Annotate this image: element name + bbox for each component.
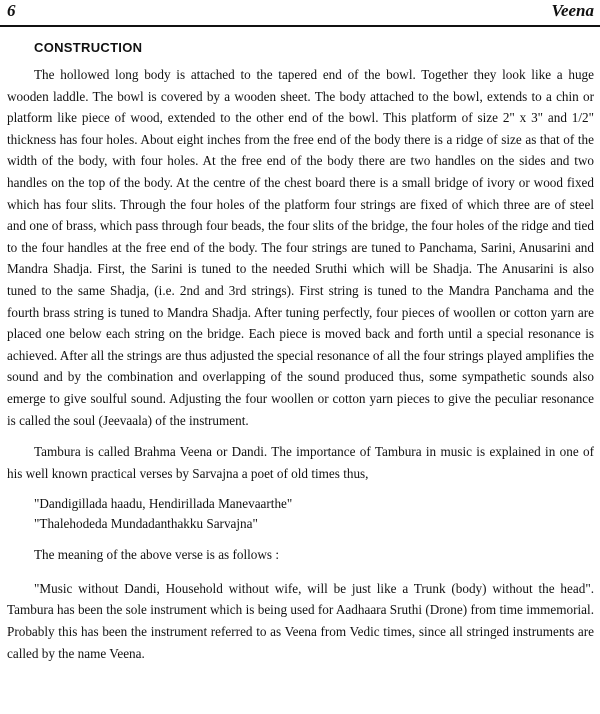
page-header (0, 0, 600, 27)
verse-line-2: "Thalehodeda Mundadanthakku Sarvajna" (34, 516, 258, 532)
page-number: 6 (7, 1, 16, 20)
verse-block (34, 494, 594, 534)
meaning-quote-paragraph: "Music without Dandi, Household without wife, will be just like a Trunk (body) without the head". Tambura has been the sole instrument which is being used for Aadhaara Sruthi (Drone) from time immemorial. Probably this has been the instrument referred to as Veena from Vedic times, since all stringed instruments are called by the name Veena. (7, 580, 594, 661)
tambura-paragraph: Tambura is called Brahma Veena or Dandi. The importance of Tambura in music is explained in one of his well known practical verses by Sarvajna a poet of old times thus, (7, 444, 594, 481)
meaning-intro-paragraph: The meaning of the above verse is as follows : (34, 547, 279, 563)
section-heading: CONSTRUCTION (34, 40, 143, 55)
verse-line-1: "Dandigillada haadu, Hendirillada Manevaarthe" (34, 496, 293, 512)
page-content (7, 40, 594, 664)
construction-paragraph: The hollowed long body is attached to the tapered end of the bowl. Together they look like a huge wooden laddle. The bowl is covered by a wooden sheet. The body attached to the bowl, extends to a chin or platform like piece of wood, extended to the other end of the bowl. This platform of size 2" x 3" and 1/2" thickness has four holes. About eight inches from the free end of the body there is a ridge of size as that of the width of the body, with four holes. At the free end of the body there are two handles on the sides and two handles on the top of the body. At the centre of the chest board there is a small bridge of ivory or wood fixed which has four slits. Through the four holes of the platform four strings are fixed of which three are of steel and one of brass, which pass through four beads, the four slits of the bridge, the four holes of the ridge and tied to the four handles at the free end of the body. The four strings are tuned to Panchama, Sarini, Anusarini and Mandra Shadja. First, the Sarini is tuned to the needed Sruthi which will be Shadja. The Anusarini is also tuned to the same Shadja, (i.e. 2nd and 3rd strings). First string is tuned to the Mandra Panchama and the fourth brass string is tuned to Mandra Shadja. After tuning perfectly, four pieces of woollen or cotton yarn are placed one below each string on the bridge. Each piece is moved back and forth until a special resonance is achieved. After all the strings are thus adjusted the special resonance of all the four strings played amplifies the sound and by the combination and overlapping of the sound produced thus, some sympathetic sounds also emerge to give soulful sound. Adjusting the four woollen or cotton yarn pieces to give the peculiar resonance is called the soul (Jeevaala) of the instrument. (7, 67, 594, 428)
running-title: Veena (551, 1, 594, 20)
